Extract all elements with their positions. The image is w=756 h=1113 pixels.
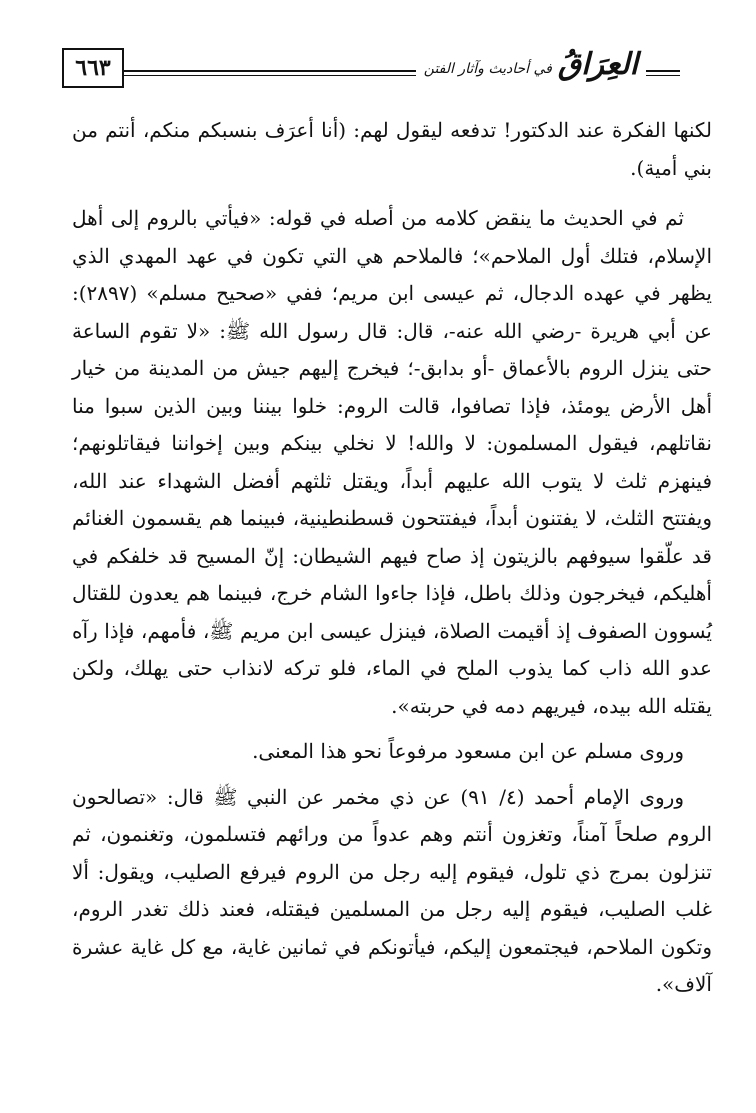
paragraph: وروى مسلم عن ابن مسعود مرفوعاً نحو هذا المعنى. <box>252 739 684 763</box>
page-header <box>62 40 680 88</box>
page-body <box>72 112 712 1004</box>
book-title-main: العِرَاقُ <box>557 47 638 82</box>
book-title <box>416 40 646 80</box>
paragraph: ثم في الحديث ما ينقض كلامه من أصله في قوله: «فيأتي بالروم إلى أهل الإسلام، فتلك أول الملاحم»؛ فالملاحم هي التي تكون في عهد المهدي الذي يظهر في عهده الدجال، ثم عيسى ابن مريم؛ ففي «صحيح مسلم» (٢٨٩٧): عن أبي هريرة -رضي الله عنه-، قال: قال رسول الله ﷺ: «لا تقوم الساعة حتى ينزل الروم بالأعماق -أو بدابق-؛ فيخرج إليهم جيش من المدينة من خيار أهل الأرض يومئذ، فإذا تصافوا، قالت الروم: خلوا بيننا وبين الذين سبوا منا نقاتلهم، فيقول المسلمون: لا والله! لا نخلي بينكم وبين إخواننا فيقاتلونهم؛ فينهزم ثلث لا يتوب الله عليهم أبداً، ويقتل ثلثهم أفضل الشهداء عند الله، ويفتتح الثلث، لا يفتنون أبداً، فيفتتحون قسطنطينية، فبينما هم يقسمون الغنائم قد علّقوا سيوفهم بالزيتون إذ صاح فيهم الشيطان: إنّ المسيح قد خلفكم في أهليكم، فيخرجون وذلك باطل، فإذا جاءوا الشام خرج، فبينما هم يعدون للقتال يُسوون الصفوف إذ أقيمت الصلاة، فينزل عيسى ابن مريم ﷺ، فأمهم، فإذا رآه عدو الله ذاب كما يذوب الملح في الماء، فلو تركه لانذاب حتى يهلك، ولكن يقتله الله بيده، فيريهم دمه في حربته». <box>72 206 712 718</box>
page-number: ٦٦٣ <box>62 48 124 88</box>
paragraph: وروى الإمام أحمد (٤/ ٩١) عن ذي مخمر عن النبي ﷺ قال: «تصالحون الروم صلحاً آمناً، وتغزون أنتم وهم عدواً من ورائهم فتسلمون، وتغنمون، ثم تنزلون بمرج ذي تلول، فيقوم إليه رجل من الروم فيرفع الصليب، ويقول: ألا غلب الصليب، فيقوم إليه رجل من المسلمين فيقتله، فعند ذلك تغدر الروم، وتكون الملاحم، فيجتمعون إليكم، فيأتونكم في ثمانين غاية، مع كل غاية عشرة آلاف». <box>72 784 712 996</box>
paragraph: لكنها الفكرة عند الدكتور! تدفعه ليقول لهم: (أنا أعرَف بنسبكم منكم، أنتم من بني أمية). <box>72 118 712 180</box>
book-title-subtitle: في أحاديث وآثار الفتن <box>423 61 552 78</box>
